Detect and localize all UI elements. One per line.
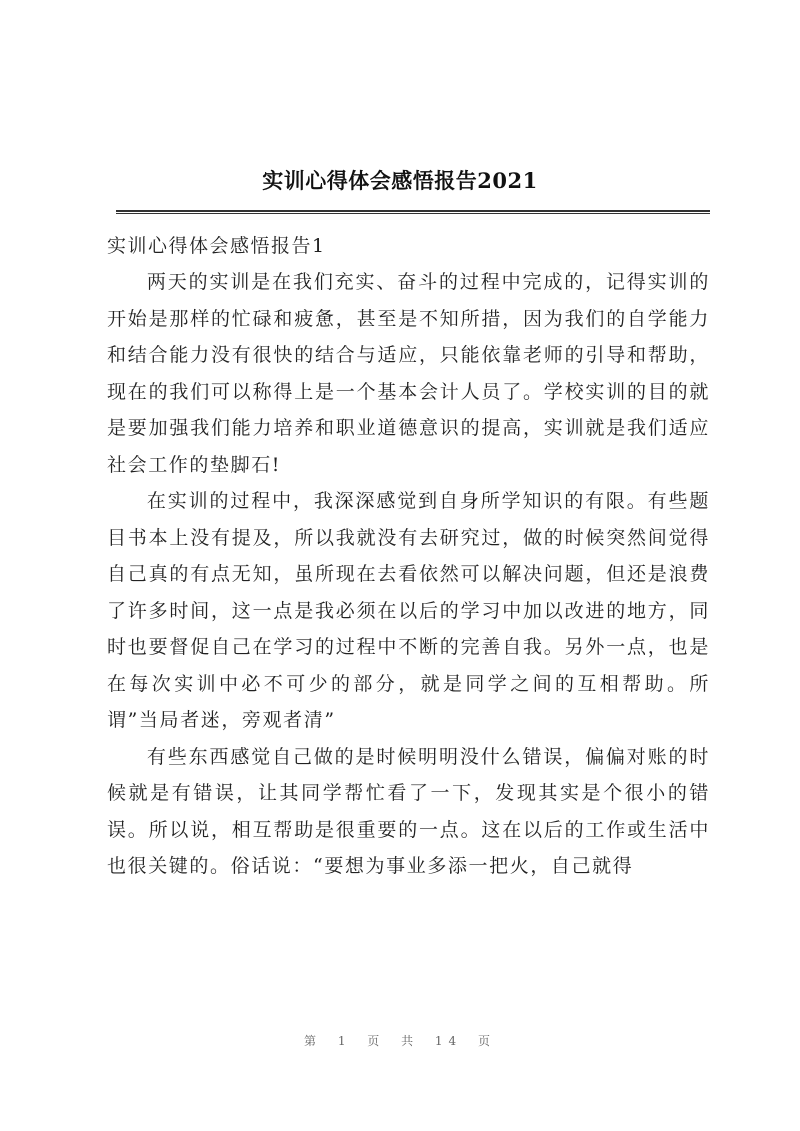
- document-body: [107, 228, 710, 885]
- document-title: 实训心得体会感悟报告2021: [262, 168, 538, 193]
- section-heading: 实训心得体会感悟报告1: [107, 235, 326, 257]
- paragraph-3: 有些东西感觉自己做的是时候明明没什么错误，偏偏对账的时候就是有错误，让其同学帮忙看了一下，发现其实是个很小的错误。所以说，相互帮助是很重要的一点。这在以后的工作或生活中也很关键的。俗话说：“要想为事业多添一把火，自己就得: [107, 745, 710, 877]
- page-number-footer: 第 1 页 共 14 页: [304, 1034, 496, 1048]
- title-divider: [116, 210, 710, 214]
- paragraph-1: 两天的实训是在我们充实、奋斗的过程中完成的，记得实训的开始是那样的忙碌和疲惫，甚至是不知所措，因为我们的自学能力和结合能力没有很快的结合与适应，只能依靠老师的引导和帮助，现在的我们可以称得上是一个基本会计人员了。学校实训的目的就是要加强我们能力培养和职业道德意识的提高，实训就是我们适应社会工作的垫脚石!: [107, 271, 710, 476]
- paragraph-2: 在实训的过程中，我深深感觉到自身所学知识的有限。有些题目书本上没有提及，所以我就没有去研究过，做的时候突然间觉得自己真的有点无知，虽所现在去看依然可以解决问题，但还是浪费了许多时间，这一点是我必须在以后的学习中加以改进的地方，同时也要督促自己在学习的过程中不断的完善自我。另外一点，也是在每次实训中必不可少的部分，就是同学之间的互相帮助。所谓”当局者迷，旁观者清”: [107, 490, 710, 731]
